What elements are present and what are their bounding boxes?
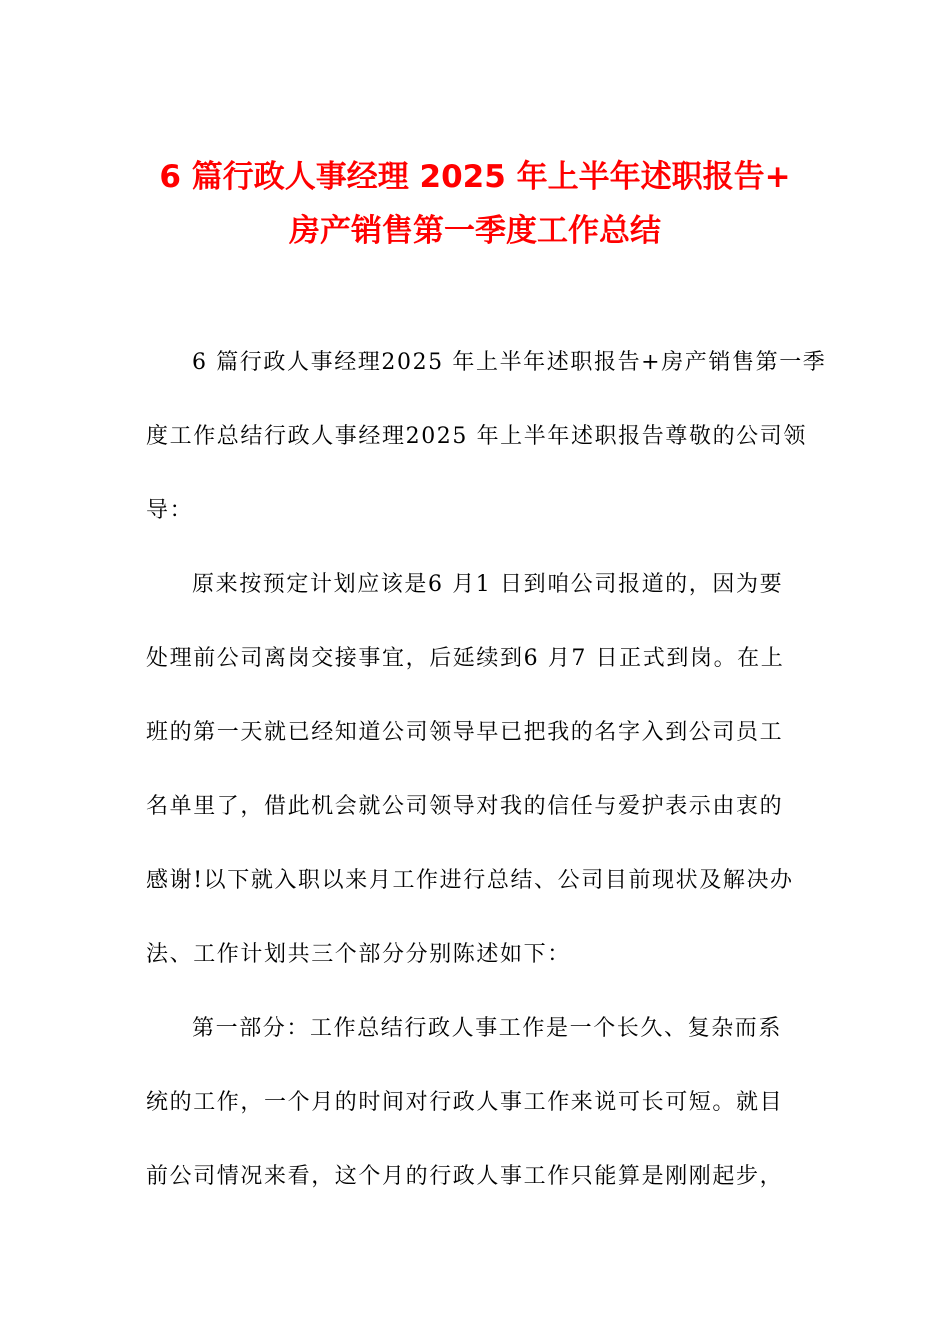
title-line-1: 6 篇行政人事经理 2025 年上半年述职报告+ [159,159,791,195]
body-line: 度工作总结行政人事经理2025 年上半年述职报告尊敬的公司领 [146,424,807,449]
body-line: 班的第一天就已经知道公司领导早已把我的名字入到公司员工 [146,720,784,745]
body-line: 处理前公司离岗交接事宜，后延续到6 月7 日正式到岗。在上 [146,646,785,671]
document-title [120,150,830,258]
body-line: 前公司情况来看，这个月的行政人事工作只能算是刚刚起步， [146,1164,784,1189]
document-body [146,326,827,1214]
body-line: 统的工作，一个月的时间对行政人事工作来说可长可短。就目 [146,1090,784,1115]
body-line: 第一部分：工作总结行政人事工作是一个长久、复杂而系 [192,1016,783,1041]
body-line: 原来按预定计划应该是6 月1 日到咱公司报道的，因为要 [192,572,784,597]
body-line: 法、工作计划共三个部分分别陈述如下： [146,942,571,967]
body-line: 导： [146,498,194,523]
body-line: 名单里了，借此机会就公司领导对我的信任与爱护表示由衷的 [146,794,784,819]
body-line: 6 篇行政人事经理2025 年上半年述职报告+房产销售第一季 [192,350,827,375]
body-line: 感谢!以下就入职以来月工作进行总结、公司目前现状及解决办 [146,868,794,893]
title-line-2: 房产销售第一季度工作总结 [289,213,661,249]
